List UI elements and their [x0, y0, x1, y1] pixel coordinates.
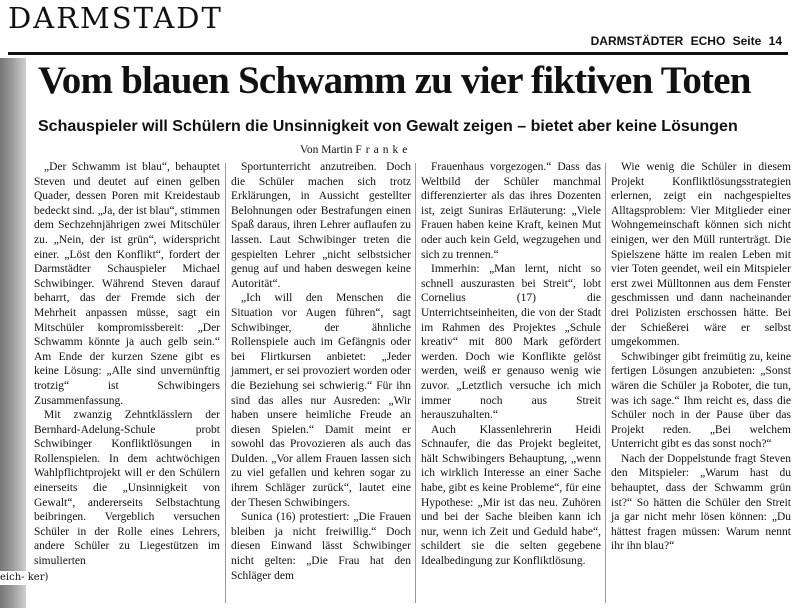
byline-author: Franke — [355, 144, 412, 156]
page-label: Seite 14 — [732, 34, 782, 48]
headline: Vom blauen Schwamm zu vier fiktiven Toten — [38, 59, 751, 102]
section-title: DARMSTADT — [8, 1, 223, 35]
paragraph: „Der Schwamm ist blau“, behauptet Steven und deutet auf einen gelben Quader, dessen Poren mit Kreidestaub bedeckt sind. „Ja, der ist blau“, stimmen dem Sechzehnjährigen zwei Mitschüler zu. „Nein, der ist grün“, widerspricht einer. „Löst den Konflikt“, fordert der Darmstädter Schauspieler Michael Schwibinger. Während Steven darauf beharrt, das der Fremde sich der Mehrheit anpassen müsse, sagt ein Mitschüler kompromissbereit: „Der Schwamm könnte ja auch gelb sein.“ Am Ende der kurzen Szene gibt es keine Lösung: „Alle sind unvernünftig trotzig“ ist Schwibingers Zusammenfassung. — [34, 161, 220, 407]
publication-line — [591, 34, 782, 48]
photo-fragment — [0, 58, 49, 608]
paragraph: Immerhin: „Man lernt, nicht so schnell auszurasten bei Streit“, lobt Cornelius (17) die Unterrichtseinheiten, die von der Stadt im Rahmen des Projektes „Schule kreativ“ mit 800 Mark gefördert werden. Doch wie Konflikte gelöst werden, weiß er genauso wenig wie zuvor. „Letztlich versuche ich mich immer noch aus Streit herauszuhalten.“ — [421, 263, 601, 422]
paragraph: Sportunterricht anzutreiben. Doch die Schüler machen sich trotz Erklärungen, in Aussicht gestellter Belohnungen oder Bestrafungen einen Spaß daraus, ihren Lehrer auflaufen zu lassen. Laut Schwibinger treten die gespielten Lehrer „nicht selbstsicher genug auf und haben deswegen keine Autorität“. — [231, 161, 411, 290]
paragraph: Auch Klassenlehrerin Heidi Schnaufer, die das Projekt begleitet, hält Schwibingers Behauptung, „wenn ich wirklich Interesse an einer Sache habe, gibt es keine Probleme“, für eine Hypothese: „Mir ist das neu. Zuhören und bei der Sache bleiben kann ich nur, wenn ich Zeit und Geduld habe“, schildert sie die selten gegebene Idealbedingung zur Konfliktlösung. — [421, 423, 601, 568]
publication-name: DARMSTÄDTER ECHO — [590, 34, 726, 48]
column-divider — [225, 163, 226, 603]
photo-caption: eich- ker) — [0, 572, 49, 583]
paragraph: Wie wenig die Schüler in diesem Projekt Konfliktlösungsstrategien erlernen, zeigt ein nachgespieltes Alltagsproblem: Vier Mitglieder einer Wohngemeinschaft können sich nicht einigen, wer den Müll runterträgt. Die Spielszene hätte im realen Leben mit vier Toten geendet, weil ein Mitspieler erst zwei Mülltonnen aus dem Fenster geschmissen und dann nacheinander drei Polizisten erschossen hätte. Bei der Schießerei wäre er selbst umgekommen. — [611, 161, 791, 349]
byline-prefix: Von Martin — [300, 144, 353, 156]
paragraph: „Ich will den Menschen die Situation vor Augen führen“, sagt Schwibinger, der ähnliche Rollenspiele auch im Gefängnis oder bei Flirtkursen anbietet: „Jeder jammert, er sei provoziert worden oder die Beziehung sei schwierig.“ Für ihn sind das alles nur Ausreden: „Wir haben unsere heimliche Freude an diesen Spielen.“ Damit meint er sowohl das Provozieren als auch das Dulden. „Vor allem Frauen lassen sich zu viel gefallen und kehren sogar zu ihrem Schläger zurück“, lautet eine der Thesen Schwibingers. — [231, 292, 411, 509]
column-divider — [415, 163, 416, 603]
paragraph: Nach der Doppelstunde fragt Steven den Mitspieler: „Warum hast du behauptet, dass der Schwamm grün ist?“ So hätten die Schüler den Streit ja gar nicht mehr lösen können: „Du hättest fragen müssen: Warum nennt ihr ihn blau?“ — [611, 452, 791, 553]
paragraph: Frauenhaus vorgezogen.“ Dass das Weltbild der Schüler manchmal differenzierter als das ihres Dozenten ist, zeigt Suniras Erläuterung: „Viele Frauen haben keine Kraft, keinen Mut oder auch kein Geld, wegzugehen und sich zu trennen.“ — [421, 161, 601, 261]
article-column-1 — [34, 160, 220, 606]
column-divider — [605, 163, 606, 603]
paragraph: Schwibinger gibt freimütig zu, keine fertigen Lösungen anzubieten: „Sonst wären die Schüler ja Roboter, die tun, was ich sage.“ Ihm reicht es, dass die Schüler noch in der Pause über das Projekt reden. „Bei welchem Unterricht gibt es das sonst noch?“ — [611, 350, 791, 451]
article-column-4 — [611, 160, 791, 606]
subheadline: Schauspieler will Schülern die Unsinnigkeit von Gewalt zeigen – bietet aber keine Lösungen — [38, 118, 738, 135]
paragraph: Sunica (16) protestiert: „Die Frauen bleiben ja nicht freiwillig.“ Doch diesen Einwand lässt Schwibinger nicht gelten: „Die Frau hat den Schläger dem — [231, 511, 411, 582]
article-column-2 — [231, 160, 411, 606]
header-rule — [8, 52, 788, 55]
article-column-3 — [421, 160, 601, 606]
byline — [300, 144, 411, 156]
paragraph: Mit zwanzig Zehntklässlern der Bernhard-Adelung-Schule probt Schwibinger Konfliktlösungen in Rollenspielen. In dem achtwöchigen Wahlpflichtprojekt will er den Schülern einerseits die „Unsinnigkeit von Gewalt“, andererseits Selbstachtung beibringen. Vergeblich versuchen Schüler in der Rolle eines Lehrers, andere Schüler zu Liegestützen im simulierten — [34, 409, 220, 568]
